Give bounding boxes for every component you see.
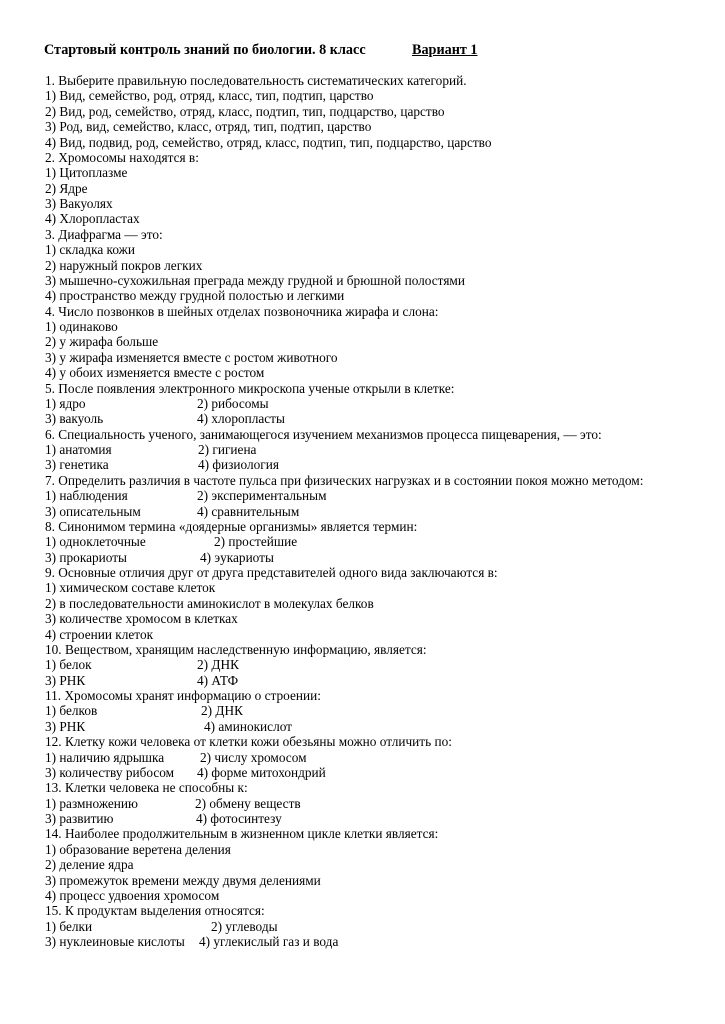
line-text: 1) Вид, семейство, род, отряд, класс, тип, подтип, царство: [45, 88, 374, 104]
line-text: 1. Выберите правильную последовательность систематических категорий.: [45, 73, 467, 88]
text-line: [45, 442, 705, 457]
text-line: [45, 811, 705, 826]
line-text: 3) развитию: [45, 811, 114, 826]
text-line: [45, 519, 705, 534]
text-line: [45, 319, 705, 334]
text-line: [45, 365, 705, 380]
line-text: 3) прокариоты: [45, 549, 127, 565]
text-line: [45, 580, 705, 595]
line-text: 1) складка кожи: [45, 242, 135, 258]
text-line: [45, 350, 705, 365]
text-line: [45, 903, 705, 918]
line-text: 2) Ядре: [45, 180, 88, 196]
line-text: 2) в последовательности аминокислот в молекулах белков: [45, 595, 374, 611]
text-line: [45, 150, 705, 165]
line-text: 11. Хромосомы хранят информацию о строении:: [45, 688, 321, 703]
text-line: [45, 826, 705, 841]
option-second-column: 4) фотосинтезу: [196, 811, 282, 826]
text-line: [45, 242, 705, 257]
text-line: [45, 304, 705, 319]
line-text: 1) белок: [45, 657, 92, 673]
text-line: [45, 719, 705, 734]
text-line: [45, 211, 705, 226]
text-line: [45, 673, 705, 688]
text-line: [45, 934, 705, 949]
text-line: [45, 104, 705, 119]
option-second-column: 2) рибосомы: [197, 395, 269, 411]
line-text: 1) ядро: [45, 395, 86, 411]
line-text: 1) наблюдения: [45, 488, 128, 504]
line-text: 3) промежуток времени между двумя делениями: [45, 872, 321, 888]
text-line: [45, 227, 705, 242]
text-line: [45, 688, 705, 703]
line-text: 6. Специальность ученого, занимающегося изучением механизмов процесса пищеварения, — это:: [45, 426, 602, 442]
line-text: 1) анатомия: [45, 442, 112, 457]
text-line: [45, 258, 705, 273]
line-text: 3) количеству рибосом: [45, 764, 175, 780]
line-text: 3) мышечно-сухожильная преграда между грудной и брюшной полостями: [45, 272, 465, 288]
option-second-column: 2) ДНК: [201, 703, 243, 719]
line-text: 3) генетика: [45, 457, 109, 473]
line-text: 5. После появления электронного микроскопа ученые открыли в клетке:: [45, 380, 455, 396]
option-second-column: 2) ДНК: [197, 657, 239, 673]
line-text: 3) Род, вид, семейство, класс, отряд, тип, подтип, царство: [45, 119, 372, 135]
line-text: 14. Наиболее продолжительным в жизненном цикле клетки является:: [45, 826, 439, 842]
option-second-column: 2) числу хромосом: [200, 749, 307, 765]
option-second-column: 4) сравнительным: [197, 503, 300, 519]
text-line: [45, 73, 705, 88]
line-text: 2. Хромосомы находятся в:: [45, 149, 199, 165]
line-text: 3) РНК: [45, 672, 86, 688]
option-second-column: 2) экспериментальным: [197, 488, 327, 504]
option-second-column: 4) форме митохондрий: [197, 764, 326, 780]
text-line: [45, 750, 705, 765]
text-line: [45, 488, 705, 503]
line-text: 3) РНК: [45, 718, 86, 734]
text-line: [45, 288, 705, 303]
text-line: [45, 504, 705, 519]
option-second-column: 4) эукариоты: [200, 549, 274, 565]
line-text: 8. Синонимом термина «доядерные организмы» является термин:: [45, 518, 418, 534]
option-second-column: 2) простейшие: [214, 534, 298, 550]
text-line: [45, 888, 705, 903]
text-line: [45, 334, 705, 349]
line-text: 4) процесс удвоения хромосом: [45, 887, 220, 903]
text-line: [45, 842, 705, 857]
text-line: [45, 765, 705, 780]
text-line: [45, 396, 705, 411]
line-text: 4) строении клеток: [45, 626, 154, 642]
line-text: 4) у обоих изменяется вместе с ростом: [45, 365, 265, 381]
text-line: [45, 427, 705, 442]
text-line: [45, 196, 705, 211]
line-text: 2) наружный покров легких: [45, 257, 203, 273]
text-line: [45, 273, 705, 288]
text-line: [45, 135, 705, 150]
line-text: 3) количестве хромосом в клетках: [45, 611, 238, 627]
option-second-column: 4) хлоропласты: [197, 411, 285, 427]
text-line: [45, 88, 705, 103]
option-second-column: 4) физиология: [198, 457, 279, 473]
option-second-column: 2) гигиена: [198, 442, 257, 457]
line-text: 4) пространство между грудной полостью и легкими: [45, 288, 345, 304]
text-line: [45, 627, 705, 642]
text-line: [45, 611, 705, 626]
line-text: 1) одинаково: [45, 319, 118, 334]
text-line: [45, 703, 705, 718]
option-second-column: 4) АТФ: [197, 672, 239, 688]
text-line: [45, 919, 705, 934]
text-line: [45, 119, 705, 134]
text-line: [45, 565, 705, 580]
option-second-column: 4) аминокислот: [204, 718, 292, 734]
text-line: [45, 457, 705, 472]
text-line: [45, 181, 705, 196]
text-line: [45, 596, 705, 611]
line-text: 4) Хлоропластах: [45, 211, 140, 227]
line-text: 12. Клетку кожи человека от клетки кожи обезьяны можно отличить по:: [45, 734, 452, 750]
line-text: 4. Число позвонков в шейных отделах позвоночника жирафа и слона:: [45, 303, 439, 319]
text-line: [45, 734, 705, 749]
variant-label: Вариант 1: [412, 42, 478, 58]
text-line: [45, 857, 705, 872]
question-list: [45, 73, 705, 949]
line-text: 4) Вид, подвид, род, семейство, отряд, класс, подтип, тип, подцарство, царство: [45, 134, 492, 150]
line-text: 1) образование веретена деления: [45, 841, 231, 857]
line-text: 1) белки: [45, 918, 93, 934]
text-line: [45, 165, 705, 180]
line-text: 3) Вакуолях: [45, 196, 113, 211]
option-second-column: 2) обмену веществ: [195, 795, 301, 811]
text-line: [45, 411, 705, 426]
text-line: [45, 796, 705, 811]
text-line: [45, 873, 705, 888]
line-text: 1) белков: [45, 703, 98, 719]
line-text: 1) Цитоплазме: [45, 165, 128, 181]
line-text: 1) химическом составе клеток: [45, 580, 216, 596]
page-title: Стартовый контроль знаний по биологии. 8 класс: [44, 42, 366, 58]
option-second-column: 2) углеводы: [211, 918, 278, 934]
line-text: 15. К продуктам выделения относятся:: [45, 903, 265, 919]
text-line: [45, 473, 705, 488]
line-text: 2) у жирафа больше: [45, 334, 159, 350]
line-text: 1) размножению: [45, 795, 138, 811]
line-text: 1) одноклеточные: [45, 534, 146, 550]
line-text: 3) нуклеиновые кислоты: [45, 934, 185, 949]
line-text: 1) наличию ядрышка: [45, 749, 165, 765]
line-text: 10. Веществом, хранящим наследственную информацию, является:: [45, 641, 427, 657]
text-line: [45, 381, 705, 396]
text-line: [45, 780, 705, 795]
line-text: 3) вакуоль: [45, 411, 104, 427]
text-line: [45, 657, 705, 672]
line-text: 13. Клетки человека не способны к:: [45, 780, 248, 796]
line-text: 7. Определить различия в частоте пульса при физических нагрузках и в состоянии покоя можно методом:: [45, 472, 644, 488]
line-text: 2) деление ядра: [45, 857, 134, 873]
line-text: 2) Вид, род, семейство, отряд, класс, подтип, тип, подцарство, царство: [45, 103, 445, 119]
text-line: [45, 642, 705, 657]
text-line: [45, 550, 705, 565]
line-text: 3) у жирафа изменяется вместе с ростом животного: [45, 349, 338, 365]
line-text: 3. Диафрагма — это:: [45, 226, 163, 242]
text-line: [45, 534, 705, 549]
option-second-column: 4) углекислый газ и вода: [199, 934, 339, 949]
line-text: 9. Основные отличия друг от друга представителей одного вида заключаются в:: [45, 565, 498, 580]
line-text: 3) описательным: [45, 503, 141, 519]
